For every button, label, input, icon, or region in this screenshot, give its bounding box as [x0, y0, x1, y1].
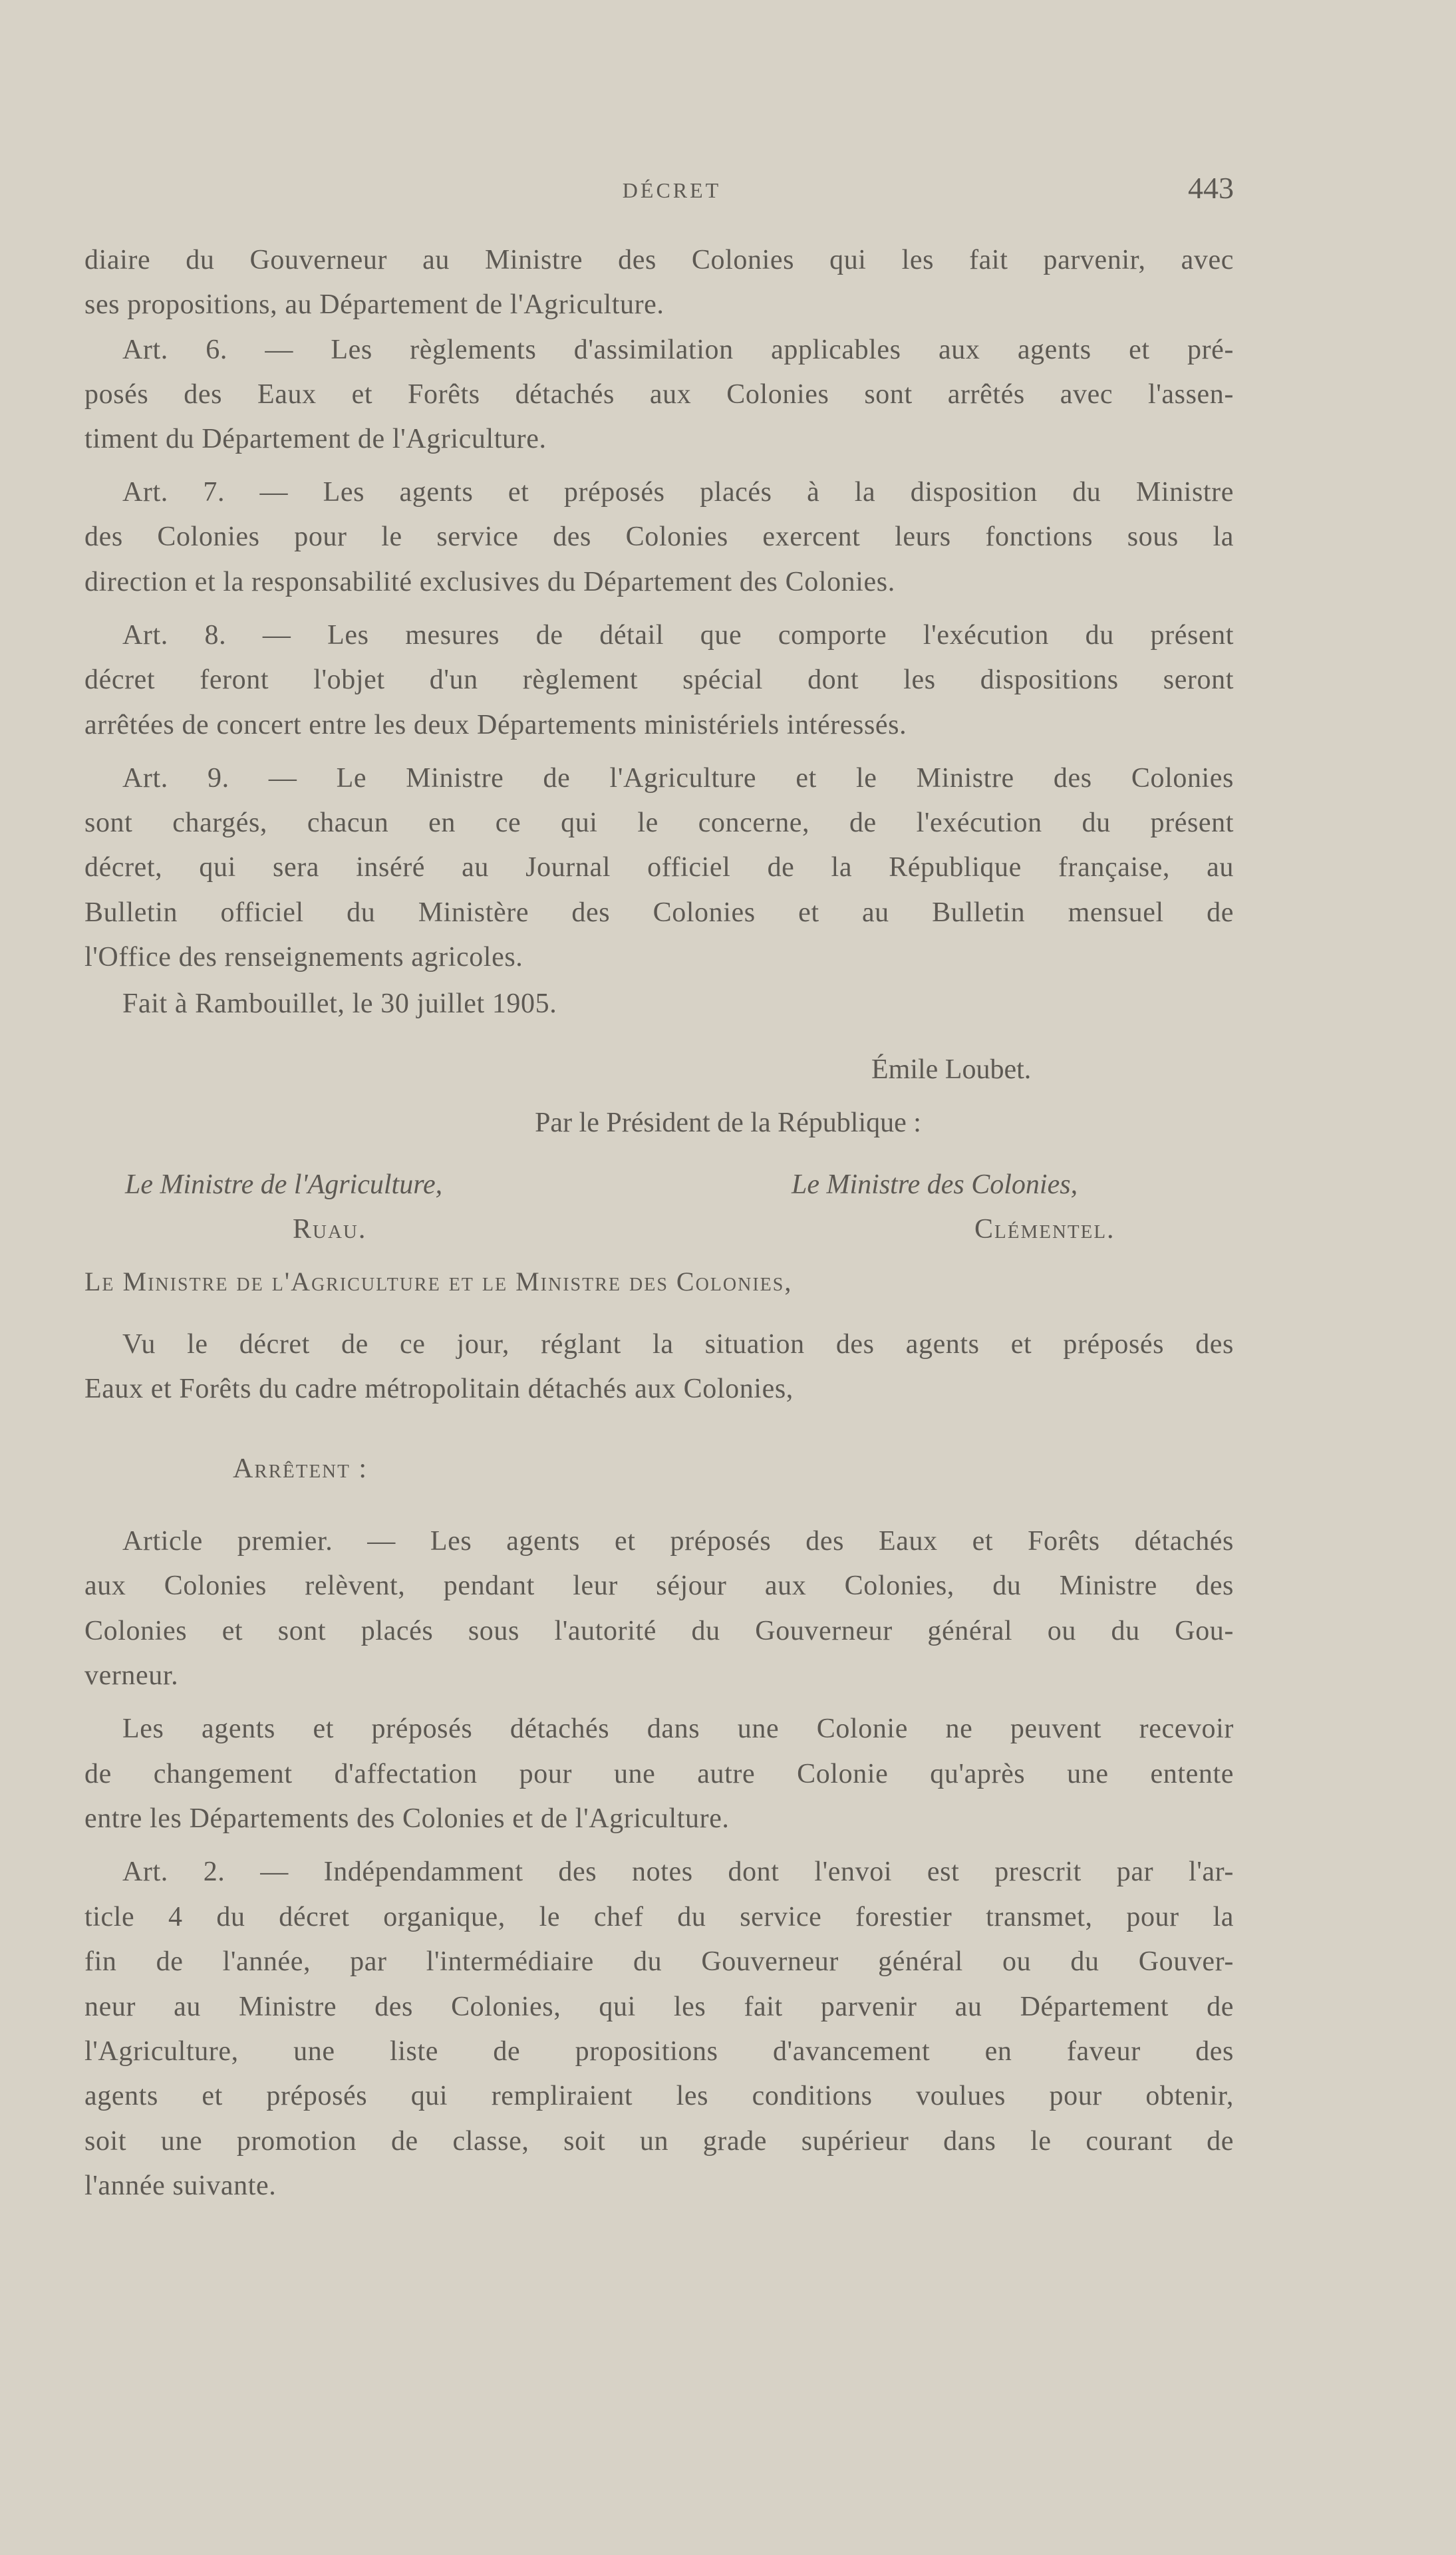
body-line: des Colonies pour le service des Colonies exercent leurs fonctions sous la	[84, 522, 1234, 552]
body-line: direction et la responsabilité exclusives du Département des Colonies.	[84, 567, 895, 597]
page-number: 443	[1188, 171, 1234, 205]
body-line: verneur.	[84, 1660, 179, 1691]
par-le-president: Par le Président de la République :	[535, 1108, 921, 1138]
body-line: diaire du Gouverneur au Ministre des Colonies qui les fait parvenir, avec	[84, 245, 1234, 275]
body-line: agents et préposés qui rempliraient les conditions voulues pour obtenir,	[84, 2081, 1234, 2111]
body-line: l'année suivante.	[84, 2171, 277, 2201]
body-line: neur au Ministre des Colonies, qui les fait parvenir au Département de	[84, 1992, 1234, 2022]
article-2-line: Art. 2. — Indépendamment des notes dont l'envoi est prescrit par l'ar-	[122, 1857, 1234, 1887]
vu-line: Vu le décret de ce jour, réglant la situation des agents et préposés des	[122, 1329, 1234, 1360]
minister-colonies-name: Clémentel.	[974, 1214, 1115, 1245]
body-line: ticle 4 du décret organique, le chef du service forestier transmet, pour la	[84, 1902, 1234, 1932]
body-line: arrêtées de concert entre les deux Départements ministériels intéressés.	[84, 710, 907, 740]
arrete-heading: Le Ministre de l'Agriculture et le Ministre des Colonies,	[84, 1267, 793, 1296]
arretent: Arrêtent :	[233, 1453, 368, 1484]
article-7-line: Art. 7. — Les agents et préposés placés à la disposition du Ministre	[122, 477, 1234, 508]
body-line: soit une promotion de classe, soit un grade supérieur dans le courant de	[84, 2126, 1234, 2157]
body-line: ses propositions, au Département de l'Agriculture.	[84, 289, 664, 320]
body-line: l'Agriculture, une liste de propositions d'avancement en faveur des	[84, 2036, 1234, 2067]
minister-colonies-title: Le Ministre des Colonies,	[792, 1169, 1078, 1200]
body-line: Bulletin officiel du Ministère des Colonies et au Bulletin mensuel de	[84, 897, 1234, 928]
body-line: fin de l'année, par l'intermédiaire du Gouverneur général ou du Gouver-	[84, 1946, 1234, 1977]
body-line: l'Office des renseignements agricoles.	[84, 942, 523, 973]
article-8-line: Art. 8. — Les mesures de détail que comporte l'exécution du présent	[122, 620, 1234, 651]
article-6-line: Art. 6. — Les règlements d'assimilation applicables aux agents et pré-	[122, 335, 1234, 365]
minister-agriculture-title: Le Ministre de l'Agriculture,	[125, 1169, 443, 1200]
running-header: DÉCRET	[622, 178, 722, 202]
president-signature: Émile Loubet.	[871, 1054, 1032, 1085]
date-line: Fait à Rambouillet, le 30 juillet 1905.	[122, 988, 557, 1019]
body-line: de changement d'affectation pour une autre Colonie qu'après une entente	[84, 1759, 1234, 1789]
article-premier-line: Article premier. — Les agents et préposés des Eaux et Forêts détachés	[122, 1526, 1234, 1557]
body-line: décret feront l'objet d'un règlement spécial dont les dispositions seront	[84, 665, 1234, 695]
body-line: timent du Département de l'Agriculture.	[84, 424, 547, 454]
body-line: Les agents et préposés détachés dans une Colonie ne peuvent recevoir	[122, 1714, 1234, 1744]
minister-agriculture-name: Ruau.	[293, 1214, 367, 1245]
body-line: aux Colonies relèvent, pendant leur séjour aux Colonies, du Ministre des	[84, 1571, 1234, 1601]
body-line: Colonies et sont placés sous l'autorité du Gouverneur général ou du Gou-	[84, 1616, 1234, 1646]
body-line: décret, qui sera inséré au Journal officiel de la République française, au	[84, 852, 1234, 883]
body-line: sont chargés, chacun en ce qui le concerne, de l'exécution du présent	[84, 808, 1234, 838]
body-line: posés des Eaux et Forêts détachés aux Colonies sont arrêtés avec l'assen-	[84, 379, 1234, 410]
vu-line: Eaux et Forêts du cadre métropolitain détachés aux Colonies,	[84, 1374, 794, 1404]
article-9-line: Art. 9. — Le Ministre de l'Agriculture et le Ministre des Colonies	[122, 763, 1234, 794]
body-line: entre les Départements des Colonies et de l'Agriculture.	[84, 1803, 730, 1834]
